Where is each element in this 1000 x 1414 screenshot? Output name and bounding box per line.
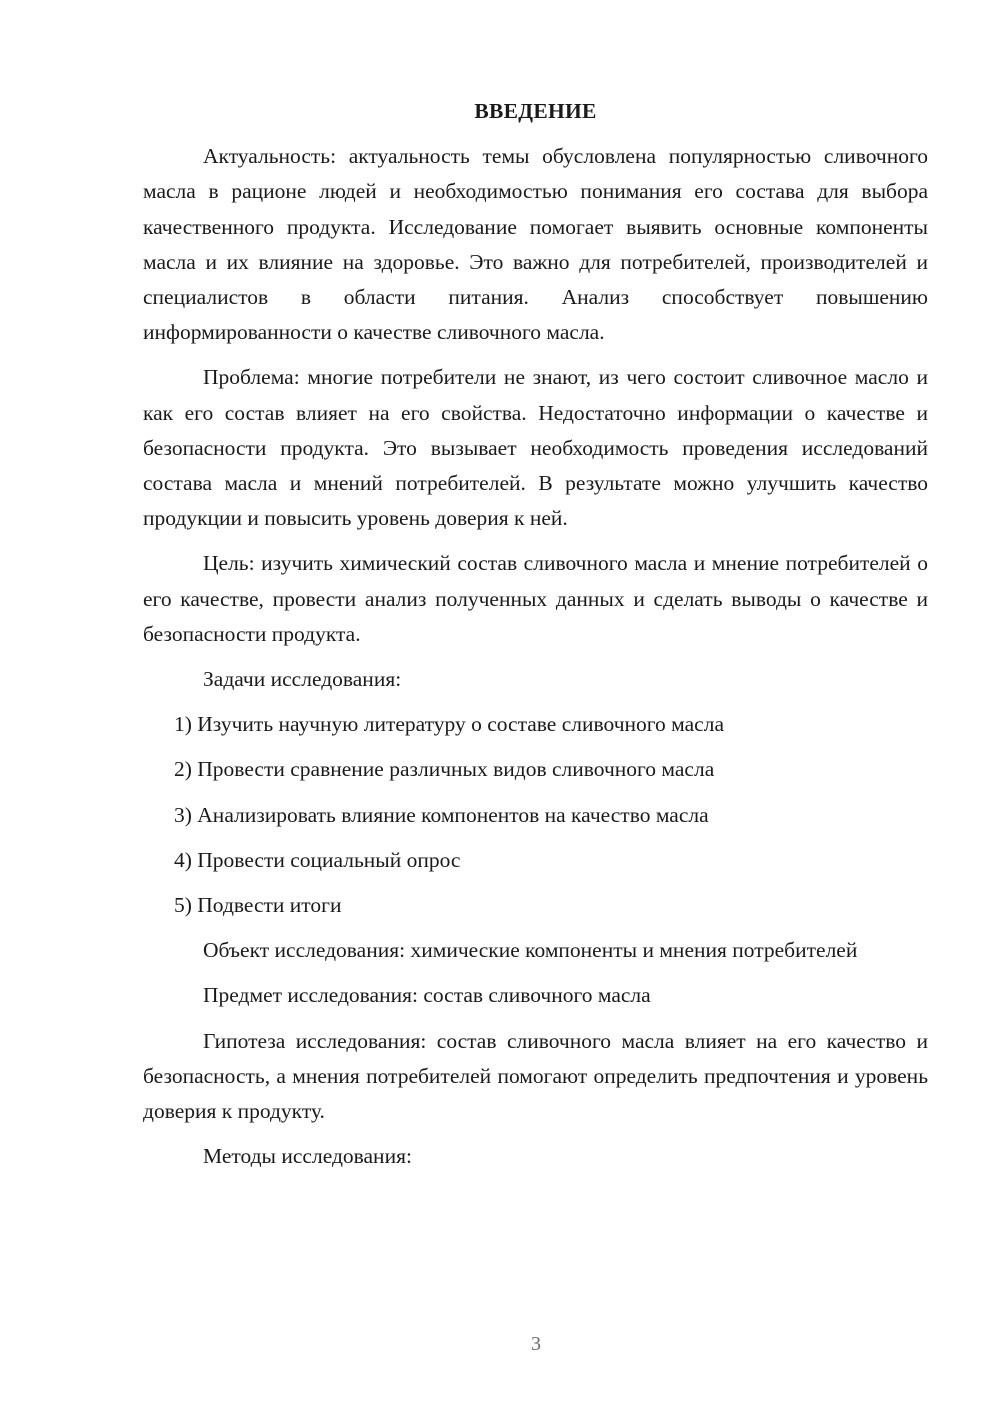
task-item: 5) Подвести итоги [174, 893, 342, 918]
hypothesis-paragraph: Гипотеза исследования: состав сливочного масла влияет на его качество и безопасность, а мнения потребителей помогают определить предпочтения и уровень доверия к продукту. [143, 1028, 928, 1124]
methods-heading: Методы исследования: [203, 1144, 412, 1169]
subject-line: Предмет исследования: состав сливочного масла [203, 983, 651, 1008]
relevance-paragraph: Актуальность: актуальность темы обусловлена популярностью сливочного масла в рационе людей и необходимостью понимания его состава для выбора качественного продукта. Исследование помогает выявить основные компоненты масла и их влияние на здоровье. Это важно для потребителей, производителей и специалистов в области питания. Анализ способствует повышению информированности о качестве сливочного масла. [143, 144, 928, 345]
goal-paragraph: Цель: изучить химический состав сливочного масла и мнение потребителей о его качестве, провести анализ полученных данных и сделать выводы о качестве и безопасности продукта. [143, 551, 928, 646]
problem-paragraph: Проблема: многие потребители не знают, из чего состоит сливочное масло и как его состав влияет на его свойства. Недостаточно информации о качестве и безопасности продукта. Это вызывает необходимость проведения исследований состава масла и мнений потребителей. В результате можно улучшить качество продукции и повысить уровень доверия к ней. [143, 365, 928, 531]
object-paragraph: Объект исследования: химические компоненты и мнения потребителей [203, 938, 858, 963]
task-item: 2) Провести сравнение различных видов сливочного масла [174, 757, 715, 782]
page-content [143, 94, 928, 1184]
task-item: 1) Изучить научную литературу о составе сливочного масла [174, 712, 724, 737]
task-item: 3) Анализировать влияние компонентов на качество масла [174, 802, 709, 827]
section-title: ВВЕДЕНИЕ [474, 99, 597, 123]
tasks-heading: Задачи исследования: [203, 667, 402, 692]
task-item: 4) Провести социальный опрос [174, 847, 461, 872]
page-number: 3 [531, 1333, 541, 1355]
